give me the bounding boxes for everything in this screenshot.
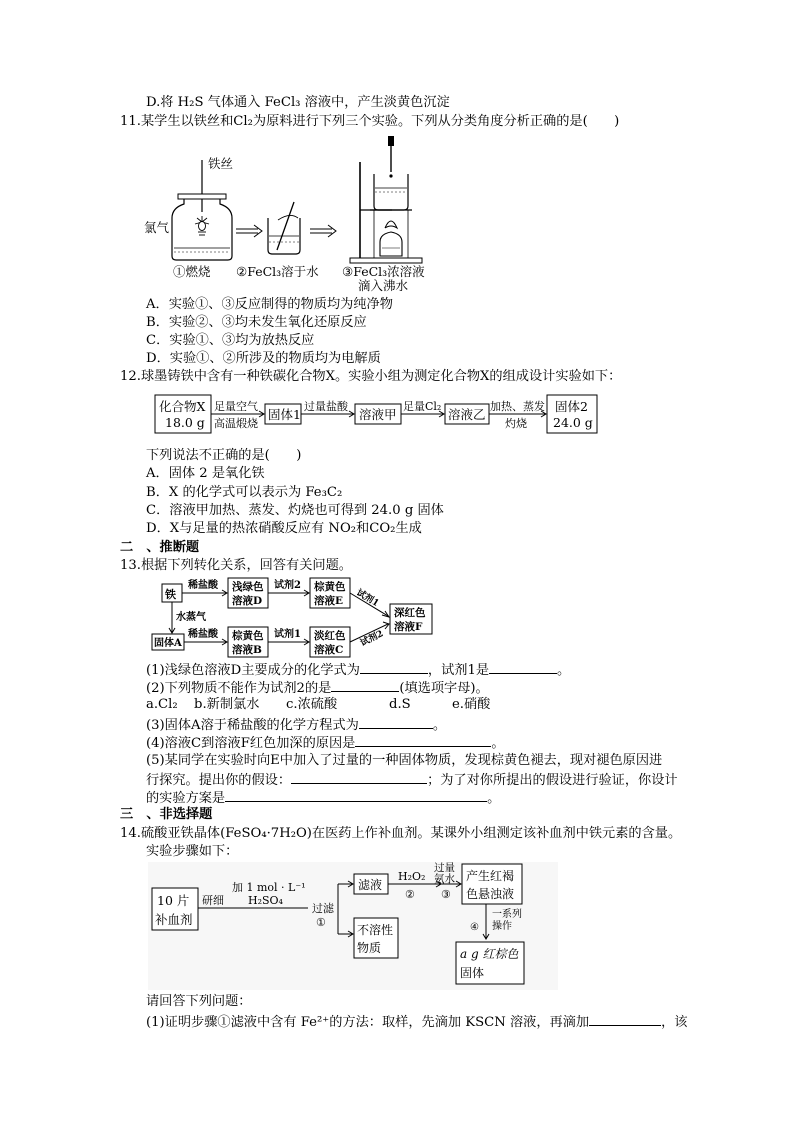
q13-sub2-option-a: a.Cl₂	[146, 697, 178, 712]
section-3-heading: 三 、非选择题	[120, 807, 213, 822]
q13-box-e-line1: 棕黄色	[314, 581, 346, 593]
q11-caption-2: ②FeCl₃溶于水	[236, 264, 319, 279]
q13-sub5-line2: 行探究。提出你的假设： ；为了对你所提出的假设进行验证，你设计	[146, 770, 678, 789]
q12-box2: 固体1	[268, 407, 301, 422]
q13-box-f-line1: 深红色	[394, 607, 426, 619]
q14-h2o2: H₂O₂	[398, 870, 426, 883]
q14-insoluble-line1: 不溶性	[357, 923, 394, 937]
q14-stem-line1: 14.硫酸亚铁晶体(FeSO₄·7H₂O)在医药上作补血剂。某课外小组测定该补血剂中铁元素的含量。	[120, 826, 682, 841]
q14-acid-line2: H₂SO₄	[248, 894, 283, 907]
q12-box5-line1: 固体2	[555, 399, 588, 414]
q12-box3: 溶液甲	[359, 407, 397, 422]
q13-sub4: (4)溶液C到溶液F红色加深的原因是 。	[146, 733, 505, 752]
q13-reagent-r3: 试剂1	[354, 587, 381, 610]
q13-box-c-line1: 淡红色	[314, 630, 346, 642]
q13-reagent-r1: 稀盐酸	[188, 580, 218, 591]
q11-option-b: B．实验②、③均未发生氧化还原反应	[146, 315, 367, 330]
q12-arrow1-bottom: 高温煅烧	[214, 417, 258, 430]
q13-sub3: (3)固体A溶于稀盐酸的化学方程式为 。	[146, 715, 446, 734]
q13-sub5-line3: 的实验方案是 。	[146, 788, 500, 807]
q12-flowchart	[153, 392, 608, 436]
answer-blank[interactable]	[291, 770, 427, 784]
q13-box-d-line2: 溶液D	[232, 595, 263, 607]
q11-wire-label: 铁丝	[208, 156, 234, 171]
q12-arrow4-bottom: 灼烧	[505, 417, 527, 430]
q14-step2: ②	[405, 888, 415, 901]
q13-sub2-option-d: d.S	[389, 697, 411, 712]
answer-blank[interactable]	[589, 1012, 661, 1026]
q12-box5-line2: 24.0 g	[553, 415, 593, 430]
q14-series-line1: 一系列	[492, 909, 522, 920]
q13-box-f-line2: 溶液F	[394, 621, 423, 633]
q11-option-a: A．实验①、③反应制得的物质均为纯净物	[146, 297, 393, 312]
q12-box1-line1: 化合物X	[159, 399, 206, 414]
q12-box4: 溶液乙	[448, 407, 486, 422]
q11-option-d: D．实验①、②所涉及的物质均为电解质	[146, 351, 381, 366]
answer-blank[interactable]	[355, 733, 491, 747]
q12-option-d: D．X与足量的热浓硝酸反应有 NO₂和CO₂生成	[146, 521, 422, 536]
q12-arrow2-top: 过量盐酸	[304, 400, 348, 413]
q12-arrow1-top: 足量空气	[214, 400, 258, 413]
q14-filter: 过滤	[312, 902, 334, 915]
q14-filtrate: 滤液	[358, 878, 383, 892]
answer-blank[interactable]	[359, 715, 433, 729]
q13-sub1: (1)浅绿色溶液D主要成分的化学式为 ，试剂1是 。	[146, 660, 570, 679]
q14-stem-line2: 实验步骤如下：	[146, 844, 239, 859]
q13-iron: 铁	[165, 588, 176, 601]
q13-reagent-r2: 试剂2	[274, 580, 301, 591]
prev-option-d: D.将 H₂S 气体通入 FeCl₃ 溶液中，产生淡黄色沉淀	[146, 95, 450, 110]
q13-box-d-line1: 浅绿色	[232, 581, 264, 593]
q14-flowchart	[148, 862, 558, 990]
q14-answer-prompt: 请回答下列问题：	[146, 994, 252, 1009]
q14-suspension-line1: 产生红褐	[466, 869, 515, 883]
q13-box-c-line2: 溶液C	[314, 644, 344, 656]
q13-steam: 水蒸气	[176, 612, 206, 623]
q12-box1-line2: 18.0 g	[165, 415, 205, 430]
q11-figure	[140, 132, 460, 294]
q12-option-c: C．溶液甲加热、蒸发、灼烧也可得到 24.0 g 固体	[146, 503, 444, 518]
q13-sub2: (2)下列物质不能作为试剂2的是 (填选项字母)。	[146, 678, 489, 697]
q14-acid-line1: 加 1 mol · L⁻¹	[232, 881, 306, 894]
q13-sub5-line1: (5)某同学在实验时向E中加入了过量的一种固体物质，发现棕黄色褪去，现对褪色原因进	[146, 753, 663, 768]
q14-suspension-line2: 色悬浊液	[466, 887, 515, 901]
q13-solid-a: 固体A	[154, 638, 182, 649]
q14-start-line2: 补血剂	[155, 912, 193, 927]
q11-caption-1: ①燃烧	[173, 264, 211, 279]
q11-caption-3b: 滴入沸水	[358, 278, 409, 293]
q12-arrow4-top: 加热、蒸发	[490, 400, 545, 413]
q11-arrow-1	[236, 225, 262, 237]
section-2-heading: 二 、推断题	[120, 540, 200, 555]
q11-caption-3a: ③FeCl₃浓溶液	[342, 264, 425, 279]
q13-reagent-r4: 稀盐酸	[188, 629, 218, 640]
q14-grind: 研细	[202, 894, 224, 907]
q11-stem: 11.某学生以铁丝和Cl₂为原料进行下列三个实验。下列从分类角度分析正确的是( )	[120, 114, 620, 129]
q13-flowchart	[150, 576, 440, 658]
q14-start-line1: 10 片	[157, 893, 190, 908]
q13-sub2-option-e: e.硝酸	[452, 697, 491, 712]
q14-step3: ③	[441, 888, 451, 901]
q11-arrow-2	[310, 225, 336, 237]
q12-stem: 12.球墨铸铁中含有一种铁碳化合物X。实验小组为测定化合物X的组成设计实验如下：	[120, 369, 622, 384]
answer-blank[interactable]	[360, 660, 428, 674]
q14-series-line2: 操作	[492, 921, 512, 932]
q14-step4: ④	[470, 922, 479, 933]
q14-ammonia-line2: 氨水	[434, 873, 455, 885]
q14-sub1: (1)证明步骤①滤液中含有 Fe²⁺的方法：取样，先滴加 KSCN 溶液，再滴加 ，该	[146, 1012, 688, 1031]
q13-box-e-line2: 溶液E	[314, 595, 344, 607]
q14-product-line1: a g 红棕色	[460, 947, 519, 961]
answer-blank[interactable]	[331, 678, 399, 692]
q13-box-b-line1: 棕黄色	[232, 630, 264, 642]
q11-option-c: C．实验①、③均为放热反应	[146, 333, 315, 348]
answer-blank[interactable]	[225, 788, 487, 802]
q14-product-line2: 固体	[460, 966, 485, 980]
q13-box-b-line2: 溶液B	[232, 644, 262, 656]
q14-step1: ①	[316, 916, 326, 929]
q12-arrow3-top: 足量Cl₂	[403, 400, 442, 413]
q11-gas-label: 氯气	[144, 220, 170, 235]
q13-sub2-option-b: b.新制氯水	[194, 697, 260, 712]
q14-ammonia-line1: 过量	[434, 862, 455, 874]
q14-insoluble-line2: 物质	[357, 941, 382, 955]
q13-sub2-option-c: c.浓硫酸	[286, 697, 338, 712]
q13-reagent-r5: 试剂1	[274, 629, 301, 640]
q13-reagent-r6: 试剂2	[358, 629, 386, 649]
q12-prompt: 下列说法不正确的是( )	[146, 448, 302, 463]
q13-stem: 13.根据下列转化关系，回答有关问题。	[120, 558, 352, 573]
q12-option-a: A．固体 2 是氧化铁	[146, 466, 265, 481]
q12-option-b: B．X 的化学式可以表示为 Fe₃C₂	[146, 485, 343, 500]
answer-blank[interactable]	[489, 660, 557, 674]
